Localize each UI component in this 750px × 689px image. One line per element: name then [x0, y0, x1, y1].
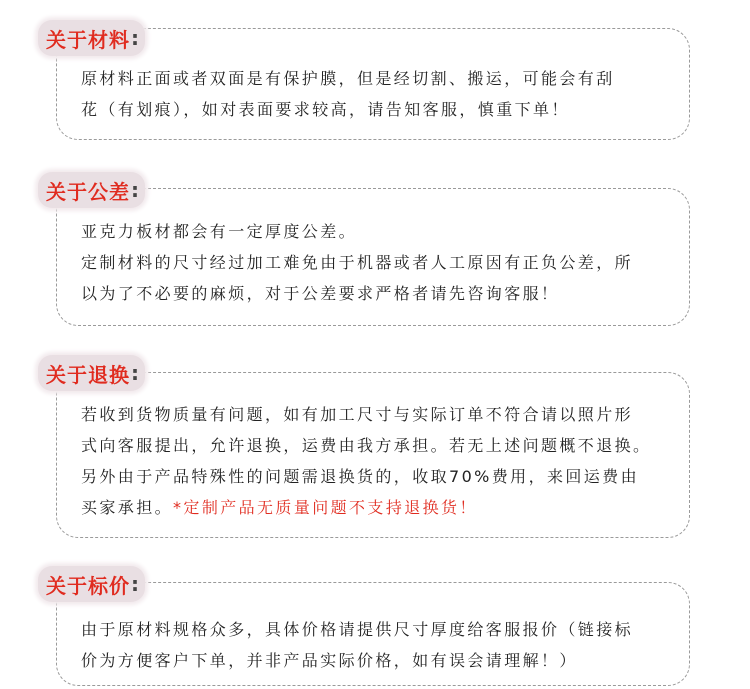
section-tolerance-line-2: 定制材料的尺寸经过加工难免由于机器或者人工原因有正负公差，所 — [81, 253, 634, 272]
section-returns-title: 关于退换 — [46, 362, 130, 387]
section-tolerance-line-3: 以为了不必要的麻烦，对于公差要求严格者请先咨询客服！ — [81, 284, 560, 303]
section-returns-line-1: 若收到货物质量有问题，如有加工尺寸与实际订单不符合请以照片形 — [81, 405, 634, 424]
section-pricing-line-1: 由于原材料规格众多，具体价格请提供尺寸厚度给客服报价（链接标 — [81, 620, 634, 639]
section-pricing-colon: : — [131, 572, 139, 596]
section-tolerance-line-1: 亚克力板材都会有一定厚度公差。 — [81, 222, 358, 241]
section-materials-body — [81, 63, 681, 125]
section-materials-line-2: 花（有划痕），如对表面要求较高，请告知客服，慎重下单！ — [81, 100, 570, 119]
section-pricing-body — [81, 614, 681, 676]
section-returns-line-4-text: 买家承担。 — [81, 498, 174, 517]
custom-product-warning: *定制产品无质量问题不支持退换货！ — [173, 498, 478, 517]
section-pricing-line-2: 价为方便客户下单，并非产品实际价格，如有误会请理解！） — [81, 651, 578, 670]
section-tolerance-title: 关于公差 — [46, 179, 130, 204]
section-returns-colon: : — [131, 361, 139, 385]
section-returns-body — [81, 399, 681, 523]
section-tolerance-body — [81, 216, 681, 309]
section-tolerance-colon: : — [131, 178, 139, 202]
section-returns-line-4 — [81, 492, 681, 523]
section-materials-colon: : — [131, 26, 139, 50]
section-returns-line-2: 式向客服提出，允许退换，运费由我方承担。若无上述问题概不退换。 — [81, 436, 652, 455]
section-tolerance-tag — [38, 172, 145, 208]
section-returns-line-3: 另外由于产品特殊性的问题需退换货的，收取70%费用，来回运费由 — [81, 467, 639, 486]
section-materials-title: 关于材料 — [46, 27, 130, 52]
section-pricing-title: 关于标价 — [46, 573, 130, 598]
section-pricing-tag — [38, 566, 145, 602]
section-returns-tag — [38, 355, 145, 391]
section-materials-tag — [38, 20, 145, 56]
section-materials-line-1: 原材料正面或者双面是有保护膜，但是经切割、搬运，可能会有刮 — [81, 69, 615, 88]
